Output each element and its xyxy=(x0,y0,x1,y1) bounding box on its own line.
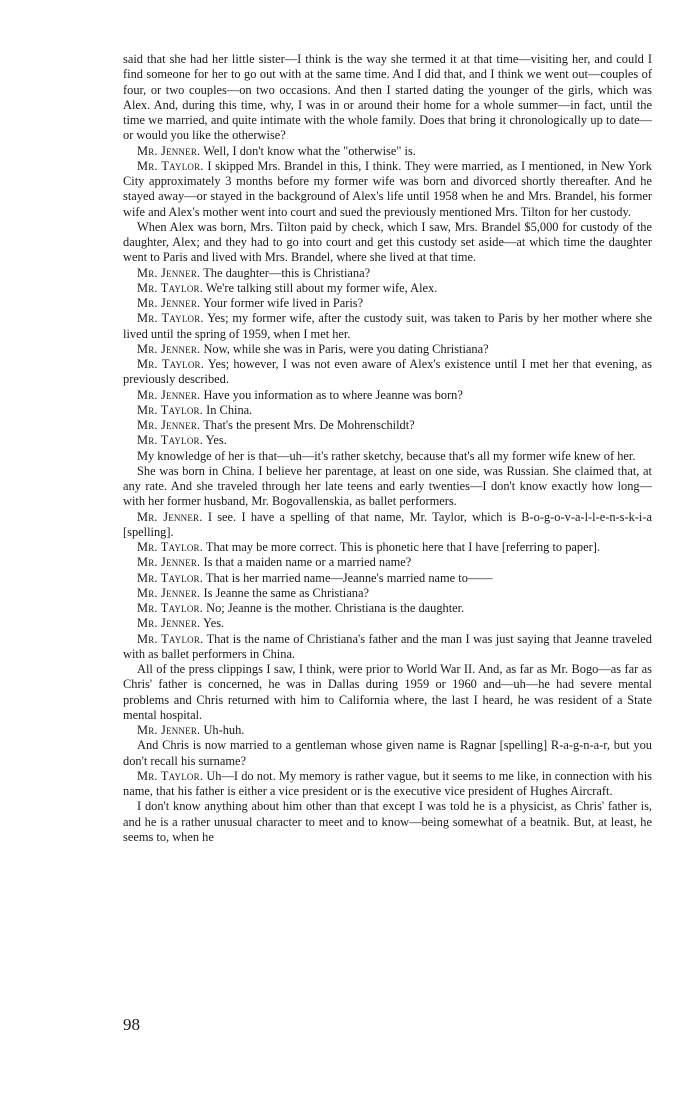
paragraph-text: I don't know anything about him other than that except I was told he is a physicist, as Chris' father is, and he is a rather unusual character to meet and to know—being somewhat of a beatnik. But, at least, he seems to, when he xyxy=(123,799,652,844)
paragraph-text: That's the present Mrs. De Mohrenschildt? xyxy=(203,418,415,432)
transcript-body xyxy=(123,52,652,845)
paragraph xyxy=(123,601,652,616)
speaker-label: Mr. Taylor. xyxy=(137,768,204,783)
speaker-label: Mr. Taylor. xyxy=(137,601,204,615)
paragraph xyxy=(123,266,652,281)
paragraph-text: The daughter—this is Christiana? xyxy=(203,265,371,280)
speaker-label: Mr. Jenner. xyxy=(137,265,201,280)
speaker-label: Mr. Jenner. xyxy=(137,418,201,432)
paragraph-text: That may be more correct. This is phonetic here that I have [referring to paper]. xyxy=(205,540,600,554)
paragraph xyxy=(123,464,652,510)
paragraph xyxy=(123,144,652,159)
paragraph xyxy=(123,159,652,220)
paragraph xyxy=(123,388,652,403)
speaker-label: Mr. Taylor. xyxy=(137,402,204,417)
paragraph xyxy=(123,723,652,738)
paragraph xyxy=(123,342,652,357)
speaker-label: Mr. Jenner. xyxy=(137,723,201,737)
paragraph-text: Is that a maiden name or a married name? xyxy=(203,555,412,570)
paragraph xyxy=(123,769,652,800)
paragraph xyxy=(123,311,652,342)
speaker-label: Mr. Taylor. xyxy=(137,311,204,326)
paragraph xyxy=(123,220,652,266)
speaker-label: Mr. Taylor. xyxy=(137,631,204,646)
speaker-label: Mr. Jenner. xyxy=(137,387,201,402)
paragraph-text: Have you information as to where Jeanne was born? xyxy=(203,387,463,402)
speaker-label: Mr. Taylor. xyxy=(137,357,205,371)
paragraph-text: I skipped Mrs. Brandel in this, I think. They were married, as I mentioned, in New York City approximately 3 months before my former wife was born and divorced shortly thereafter. And he stayed away—or stayed in the background of Alex's life until 1958 when he and Mrs. Brandel, his former wife and Alex's mother went into court and sued the previously mentioned Mrs. Tilton for her custody. xyxy=(123,158,653,219)
paragraph xyxy=(123,449,652,464)
paragraph-text: Yes; however, I was not even aware of Alex's existence until I met her that evening, as previously described. xyxy=(123,357,653,387)
paragraph xyxy=(123,281,652,296)
paragraph xyxy=(123,52,652,144)
paragraph-text: said that she had her little sister—I think is the way she termed it at that time—visiting her, and could I find someone for her to go out with at the same time. And I did that, and I think we went out—couples of four, or two couples—on two occasions. And then I started dating the younger of the girls, which was Alex. And, during this time, why, I was in or around their home for a whole summer—in fact, until the time we married, and quite intimate with the whole family. Does that bring it chronologically up to date—or would you like the otherwise? xyxy=(123,52,652,143)
speaker-label: Mr. Taylor. xyxy=(137,280,204,295)
speaker-label: Mr. Jenner. xyxy=(137,143,201,158)
paragraph-text: Now, while she was in Paris, were you dating Christiana? xyxy=(203,341,489,356)
paragraph xyxy=(123,738,652,769)
paragraph-text: That is the name of Christiana's father and the man I was just saying that Jeanne traveled with as ballet performers in China. xyxy=(123,631,652,661)
paragraph xyxy=(123,586,652,601)
paragraph-text: Uh-huh. xyxy=(203,723,245,737)
paragraph xyxy=(123,433,652,448)
speaker-label: Mr. Jenner. xyxy=(137,585,201,600)
paragraph-text: In China. xyxy=(206,402,253,417)
speaker-label: Mr. Taylor. xyxy=(137,570,204,585)
speaker-label: Mr. Jenner. xyxy=(137,509,203,524)
speaker-label: Mr. Jenner. xyxy=(137,555,201,570)
paragraph-text: My knowledge of her is that—uh—it's rather sketchy, because that's all my former wife knew of her. xyxy=(137,448,636,463)
speaker-label: Mr. Jenner. xyxy=(137,296,201,310)
paragraph-text: That is her married name—Jeanne's married name to—— xyxy=(205,570,493,585)
paragraph-text: All of the press clippings I saw, I think, were prior to World War II. And, as far as Mr. Bogo—as far as Chris' father is concerned, he was in Dallas during 1959 or 1960 and—uh—he had severe mental problems and Chris returned with him to California where, the last I heard, he was resident of a State mental hospital. xyxy=(123,662,652,722)
paragraph xyxy=(123,510,652,541)
page-number: 98 xyxy=(123,1015,140,1034)
paragraph-text: Uh—I do not. My memory is rather vague, but it seems to me like, in connection with his name, that his father is either a vice president or is the executive vice president of Hughes Aircraft. xyxy=(123,768,652,798)
paragraph xyxy=(123,540,652,555)
paragraph xyxy=(123,616,652,631)
paragraph xyxy=(123,799,652,845)
speaker-label: Mr. Taylor. xyxy=(137,540,204,554)
paragraph-text: I see. I have a spelling of that name, Mr. Taylor, which is B-o-g-o-v-a-l-l-e-n-s-k-i-a [spelling]. xyxy=(123,509,653,539)
paragraph-text: Yes. xyxy=(202,616,225,631)
paragraph-text: No; Jeanne is the mother. Christiana is the daughter. xyxy=(206,601,465,615)
paragraph xyxy=(123,571,652,586)
speaker-label: Mr. Taylor. xyxy=(137,433,204,448)
paragraph-text: We're talking still about my former wife, Alex. xyxy=(205,280,438,295)
paragraph xyxy=(123,296,652,311)
paragraph-text: Well, I don't know what the "otherwise" is. xyxy=(203,143,416,158)
paragraph xyxy=(123,403,652,418)
paragraph-text: Yes. xyxy=(205,433,227,448)
paragraph-text: She was born in China. I believe her parentage, at least on one side, was Russian. She claimed that, at any rate. And she traveled through her late teens and early twenties—I don't know exactly how long—with her former husband, Mr. Bogovallenskia, as ballet performers. xyxy=(123,463,652,509)
speaker-label: Mr. Taylor. xyxy=(137,158,204,173)
paragraph xyxy=(123,357,652,388)
paragraph-text: Yes; my former wife, after the custody suit, was taken to Paris by her mother where she lived until the spring of 1959, when I met her. xyxy=(123,311,652,341)
paragraph-text: Your former wife lived in Paris? xyxy=(202,296,364,310)
paragraph-text: When Alex was born, Mrs. Tilton paid by check, which I saw, Mrs. Brandel $5,000 for custody of the daughter, Alex; and they had to go into court and get this custody set aside—at which time the daughter went to Paris and lived with Mrs. Brandel, where she lived at that time. xyxy=(123,219,652,265)
paragraph-text: And Chris is now married to a gentleman whose given name is Ragnar [spelling] R-a-g-n-a-r, but you don't recall his surname? xyxy=(123,738,652,768)
paragraph xyxy=(123,555,652,570)
paragraph xyxy=(123,418,652,433)
paragraph xyxy=(123,632,652,663)
speaker-label: Mr. Jenner. xyxy=(137,616,201,631)
speaker-label: Mr. Jenner. xyxy=(137,341,201,356)
paragraph xyxy=(123,662,652,723)
paragraph-text: Is Jeanne the same as Christiana? xyxy=(203,585,369,600)
